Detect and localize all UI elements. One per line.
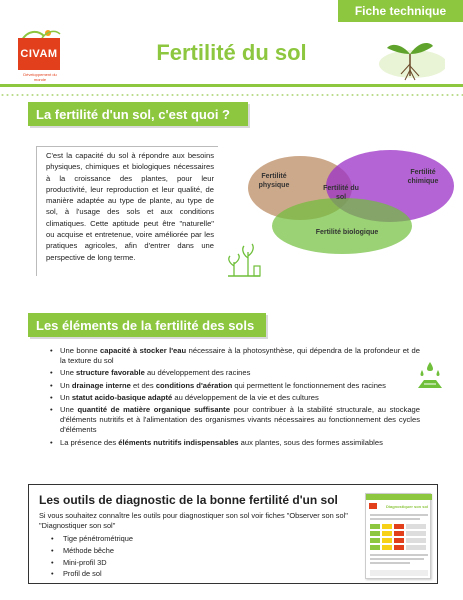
- diagnostic-sheet-thumbnail: [365, 493, 431, 579]
- list-item: • Un drainage interne et des conditions d'aération qui permettent le fonctionnement des racines: [50, 381, 420, 391]
- fertility-venn-diagram: [240, 150, 460, 270]
- fertility-elements-list: [50, 346, 420, 450]
- page-title: Fertilité du sol: [156, 40, 307, 65]
- venn-label-biologique: Fertilité biologique: [315, 229, 379, 236]
- list-item: • Méthode bêche: [51, 545, 133, 557]
- dotted-divider: [0, 94, 463, 96]
- plant-growth-icon: [224, 240, 264, 280]
- section-heading-elements: Les éléments de la fertilité des sols: [28, 313, 266, 337]
- venn-label-chimique: Fertilité chimique: [407, 169, 439, 185]
- thumb-title: Diagnostiquer son sol: [386, 504, 429, 509]
- diagnostic-tools-box: [28, 484, 438, 584]
- venn-label-center: Fertilité du sol: [323, 185, 359, 201]
- sprout-icon: [375, 24, 445, 84]
- list-item: • Tige pénétrométrique: [51, 533, 133, 545]
- list-item: • Un statut acido-basique adapté au développement de la vie et des cultures: [50, 393, 420, 403]
- list-item: • Mini-profil 3D: [51, 557, 133, 569]
- list-item: • Une structure favorable au développement des racines: [50, 368, 420, 378]
- list-item: • La présence des éléments nutritifs indispensables aux plantes, sous des formes assimilables: [50, 438, 420, 448]
- definition-text: C'est la capacité du sol à répondre aux besoins physiques, chimiques et biologiques nécessaires à la croissance des plantes, pour leur productivité, leur reproduction et leur qualité, de manière adaptée au type de plante, au type de sol, à l'usage des sols et aux conditions climatiques. Cette aptitude peut être "naturelle" ou acquise et entretenue, voire améliorée par les pratiques agricoles, afin d'entrer dans une perspective de long terme.: [46, 151, 214, 262]
- tools-list: [51, 533, 133, 580]
- irrigation-icon: [416, 360, 444, 390]
- list-item: • Une bonne capacité à stocker l'eau nécessaire à la photosynthèse, qui dépendra de la profondeur et de la texture du sol: [50, 346, 420, 366]
- logo-tagline: Développement du monde: [23, 72, 57, 82]
- logo-wordmark: CIVAM: [18, 38, 60, 70]
- list-item: • Profil de sol: [51, 568, 133, 580]
- tools-title: Les outils de diagnostic de la bonne fertilité d'un sol: [39, 493, 338, 507]
- tools-intro: Si vous souhaitez connaître les outils pour diagnostiquer son sol voir fiches "Observer son sol" "Diagnostiquer son sol": [39, 511, 348, 530]
- venn-biologique: [272, 198, 412, 254]
- fiche-technique-tab: Fiche technique: [338, 0, 463, 22]
- header-divider: [0, 84, 463, 87]
- list-item: • Une quantité de matière organique suffisante pour contribuer à la stabilité structurale, au stockage d'éléments nutritifs et à l'alimentation des organismes vivants nécessaires au fonctionnement des cycles d'éléments: [50, 405, 420, 436]
- venn-label-physique: Fertilité physique: [258, 173, 290, 189]
- section-heading-definition: La fertilité d'un sol, c'est quoi ?: [28, 102, 248, 126]
